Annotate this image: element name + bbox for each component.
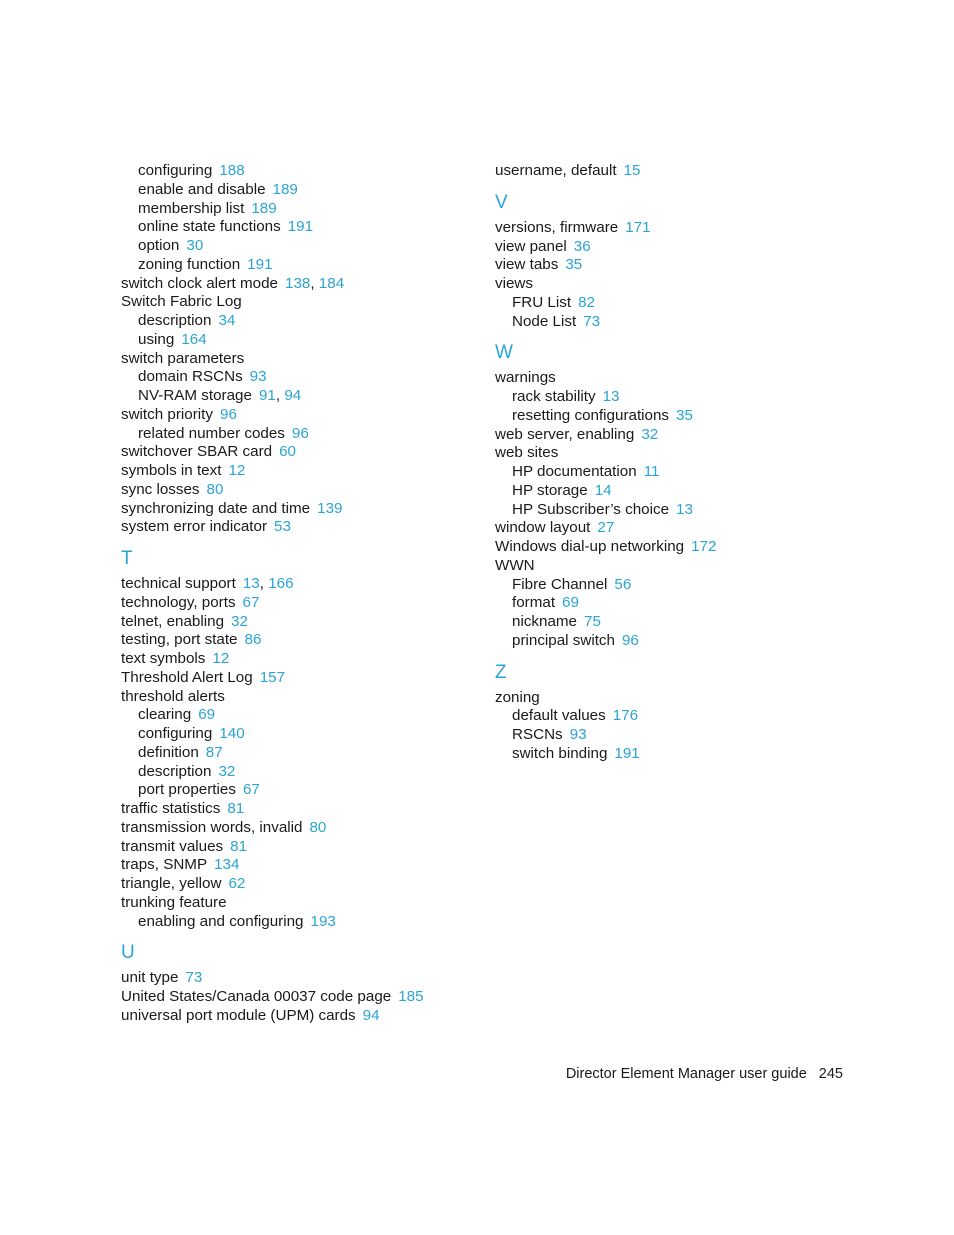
index-entry: [121, 856, 471, 875]
index-term: nickname: [512, 613, 577, 630]
index-entry: [121, 500, 471, 519]
page-link[interactable]: , 184: [310, 275, 344, 292]
index-term: switch parameters: [121, 349, 245, 367]
page-references: [243, 594, 260, 611]
index-subentry: [495, 594, 825, 613]
index-term: enable and disable: [138, 180, 266, 198]
page-references: [614, 745, 639, 762]
page-references: [219, 725, 244, 742]
section-letter-t: T: [121, 548, 133, 569]
page-references: [206, 744, 223, 761]
index-term: related number codes: [138, 424, 285, 442]
page-link[interactable]: 69: [198, 706, 216, 724]
index-entry: [495, 256, 825, 275]
page-link[interactable]: 80: [206, 480, 224, 498]
page-references: [274, 518, 291, 535]
page-references: [259, 387, 301, 404]
index-term: warnings: [495, 369, 556, 387]
page-link[interactable]: 94: [362, 1006, 380, 1024]
index-term: telnet, enabling: [121, 612, 225, 630]
page-link[interactable]: 81: [230, 837, 248, 855]
page-link[interactable]: 11: [643, 463, 660, 480]
page-link[interactable]: 67: [242, 781, 260, 799]
page-references: [603, 388, 620, 405]
page-link[interactable]: 35: [565, 256, 583, 274]
page-references: [676, 501, 693, 518]
page-link[interactable]: 32: [218, 762, 236, 780]
index-subentry: [495, 576, 825, 595]
page-references: [207, 481, 224, 498]
page-footer: [566, 1066, 843, 1082]
index-term: definition: [138, 743, 199, 761]
index-term: system error indicator: [121, 518, 268, 536]
index-term: domain RSCNs: [138, 368, 243, 386]
page-link[interactable]: 157: [259, 668, 286, 686]
index-entry: [121, 800, 471, 819]
index-term: switch priority: [121, 405, 213, 423]
page-references: [218, 763, 235, 780]
page-references: [562, 594, 579, 611]
index-entry: [121, 988, 471, 1007]
page-link[interactable]: , 94: [276, 387, 301, 404]
index-term: rack stability: [512, 388, 596, 405]
index-entry: [121, 406, 471, 425]
page-link[interactable]: 67: [242, 593, 260, 611]
footer-page-number: 245: [818, 1066, 843, 1082]
page-link[interactable]: 36: [573, 237, 591, 255]
page-link[interactable]: 176: [612, 707, 639, 725]
index-term: enabling and configuring: [138, 912, 304, 930]
index-entry: [121, 631, 471, 650]
index-term: unit type: [121, 969, 179, 987]
index-subentry: [121, 425, 471, 444]
page-references: [198, 706, 215, 723]
index-entry: [495, 369, 825, 388]
page-references: [317, 500, 342, 517]
page-link[interactable]: 13: [242, 575, 260, 592]
index-entry: [121, 613, 471, 632]
page-link[interactable]: 86: [244, 631, 262, 649]
index-term: switch binding: [512, 744, 608, 762]
page-references: [625, 219, 650, 236]
index-subentry: [121, 387, 471, 406]
index-entry: [495, 444, 825, 463]
page-link[interactable]: 32: [641, 425, 659, 443]
index-term: universal port module (UPM) cards: [121, 1006, 356, 1024]
index-term: principal switch: [512, 631, 615, 649]
index-term: United States/Canada 00037 code page: [121, 988, 392, 1005]
page-link[interactable]: 189: [272, 180, 298, 198]
page-references: [676, 407, 693, 424]
page-link[interactable]: 34: [218, 312, 236, 329]
index-subentry: [495, 745, 825, 764]
footer-title: Director Element Manager user guide: [565, 1066, 807, 1082]
page-link[interactable]: 14: [594, 481, 612, 499]
index-term: option: [138, 237, 180, 254]
page-link[interactable]: 32: [231, 612, 248, 630]
index-term: Switch Fabric Log: [121, 293, 242, 311]
index-entry: [121, 894, 471, 913]
page-references: [583, 313, 600, 330]
page-references: [622, 632, 639, 649]
index-subentry: [121, 744, 471, 763]
page-link[interactable]: 185: [398, 988, 424, 1005]
page-references: [578, 294, 595, 311]
index-term: configuring: [138, 725, 213, 742]
index-entry: [495, 219, 825, 238]
index-term: synchronizing date and time: [121, 499, 311, 517]
index-term: transmit values: [121, 837, 224, 855]
page-link[interactable]: 75: [584, 613, 601, 630]
index-entry: [121, 688, 471, 707]
page-references: [228, 875, 245, 892]
page-link[interactable]: 134: [214, 856, 240, 874]
index-subentry: [495, 613, 825, 632]
section-letter-v: V: [495, 191, 508, 213]
index-subentry: [495, 294, 825, 313]
page-link[interactable]: 139: [317, 499, 343, 517]
page-link[interactable]: 93: [249, 368, 267, 386]
index-subentry: [121, 368, 471, 387]
index-term: transmission words, invalid: [121, 818, 303, 836]
index-entry: [121, 575, 471, 594]
page-link[interactable]: 80: [309, 818, 327, 836]
page-references: [243, 575, 294, 592]
index-subentry: [121, 763, 471, 782]
page-link[interactable]: 140: [219, 725, 245, 742]
page-references: [570, 726, 587, 743]
index-term: description: [138, 312, 212, 329]
index-term: description: [138, 762, 212, 780]
index-term: views: [495, 275, 533, 292]
index-entry: [495, 538, 825, 557]
index-term: FRU List: [512, 293, 572, 311]
index-term: switchover SBAR card: [121, 443, 273, 461]
page-references: [212, 650, 229, 667]
page-link[interactable]: 138: [285, 274, 311, 292]
index-term: WWN: [495, 556, 535, 574]
page-link[interactable]: 191: [614, 744, 640, 762]
index-term: configuring: [138, 162, 213, 179]
index-term: switch clock alert mode: [121, 274, 278, 292]
index-entry: [495, 426, 825, 445]
page-references: [243, 781, 260, 798]
page-link[interactable]: 53: [274, 518, 291, 536]
index-term: versions, firmware: [495, 218, 619, 236]
index-term: HP documentation: [512, 463, 637, 480]
page-references: [624, 162, 641, 179]
index-subentry: [121, 200, 471, 219]
page-references: [565, 256, 582, 273]
page-link[interactable]: 96: [291, 424, 309, 442]
index-subentry: [495, 388, 825, 407]
page-references: [311, 913, 336, 930]
index-entry: [121, 669, 471, 688]
index-subentry: [495, 407, 825, 426]
index-subentry: [495, 707, 825, 726]
page-references: [273, 181, 298, 198]
index-subentry: [121, 706, 471, 725]
index-term: clearing: [138, 706, 192, 724]
index-term: format: [512, 594, 556, 612]
index-entry: [121, 594, 471, 613]
page-link[interactable]: 164: [181, 330, 207, 348]
index-subentry: [121, 331, 471, 350]
page-references: [691, 538, 716, 555]
page-references: [218, 312, 235, 329]
page-link[interactable]: 193: [310, 912, 336, 930]
index-entry: [495, 557, 825, 576]
index-subentry: [495, 482, 825, 501]
page-link[interactable]: 191: [287, 218, 314, 236]
index-term: zoning: [495, 688, 540, 706]
index-term: HP Subscriber’s choice: [512, 500, 670, 518]
page-references: [219, 162, 244, 179]
index-column-right: [495, 162, 825, 764]
index-entry: [495, 162, 825, 181]
index-subentry: [121, 181, 471, 200]
page-link[interactable]: 93: [569, 726, 587, 743]
page-link[interactable]: 30: [186, 237, 204, 254]
index-term: resetting configurations: [512, 406, 670, 424]
page-link[interactable]: 96: [220, 405, 237, 423]
index-term: using: [138, 330, 175, 348]
index-subentry: [121, 725, 471, 744]
index-column-left: [121, 162, 471, 1026]
index-term: web sites: [495, 444, 559, 462]
index-entry: [121, 1007, 471, 1026]
index-term: window layout: [495, 519, 591, 537]
page-references: [363, 1007, 380, 1024]
index-subentry: [495, 313, 825, 332]
page-references: [245, 631, 262, 648]
page-references: [231, 613, 248, 630]
page-references: [584, 613, 601, 630]
page-references: [614, 576, 631, 593]
index-entry: [121, 875, 471, 894]
page-link[interactable]: 96: [621, 631, 639, 649]
page-references: [398, 988, 423, 1005]
page-link[interactable]: 60: [279, 443, 296, 461]
page-link[interactable]: 12: [228, 462, 246, 479]
page-link[interactable]: 15: [623, 162, 641, 179]
index-term: trunking feature: [121, 893, 227, 911]
index-entry: [121, 443, 471, 462]
page-references: [288, 218, 313, 235]
index-term: Node List: [512, 312, 577, 330]
page-references: [279, 443, 296, 460]
index-entry: [495, 238, 825, 257]
page-references: [230, 838, 247, 855]
index-subentry: [121, 256, 471, 275]
index-entry: [495, 689, 825, 708]
page-references: [595, 482, 612, 499]
page-references: [247, 256, 272, 273]
page-link[interactable]: 13: [676, 500, 693, 518]
page-link[interactable]: 189: [251, 199, 277, 217]
page-link[interactable]: 13: [602, 388, 620, 405]
index-entry: [121, 518, 471, 537]
section-letter-w: W: [495, 342, 513, 364]
page-references: [597, 519, 614, 536]
index-term: port properties: [138, 781, 236, 799]
index-subentry: [121, 312, 471, 331]
index-subentry: [121, 237, 471, 256]
page-link[interactable]: 191: [247, 255, 273, 273]
index-term: triangle, yellow: [121, 875, 222, 892]
page-link[interactable]: 82: [578, 293, 595, 311]
page-references: [613, 707, 638, 724]
index-term: technical support: [121, 575, 236, 592]
index-term: web server, enabling: [495, 425, 635, 443]
index-term: traffic statistics: [121, 800, 221, 817]
index-term: Windows dial-up networking: [495, 538, 685, 555]
page-references: [644, 463, 660, 480]
index-entry: [121, 650, 471, 669]
index-term: online state functions: [138, 218, 281, 236]
page-references: [292, 425, 309, 442]
index-term: technology, ports: [121, 593, 236, 611]
page-link[interactable]: 87: [205, 743, 223, 761]
index-term: Fibre Channel: [512, 575, 608, 593]
page-link[interactable]: 73: [185, 969, 203, 987]
index-term: default values: [512, 707, 606, 725]
index-entry: [121, 293, 471, 312]
index-term: membership list: [138, 199, 245, 217]
page-link[interactable]: 27: [597, 519, 615, 537]
page-references: [574, 238, 591, 255]
index-entry: [495, 519, 825, 538]
index-subentry: [121, 913, 471, 932]
page-references: [309, 819, 326, 836]
page-link[interactable]: 172: [691, 538, 717, 555]
index-term: traps, SNMP: [121, 856, 208, 874]
page-references: [251, 200, 276, 217]
page-references: [641, 426, 658, 443]
page-link[interactable]: , 166: [260, 575, 294, 592]
page-references: [186, 237, 203, 254]
index-term: zoning function: [138, 255, 241, 273]
page-references: [181, 331, 206, 348]
index-subentry: [495, 501, 825, 520]
index-subentry: [495, 463, 825, 482]
page-references: [228, 462, 245, 479]
page-references: [185, 969, 202, 986]
index-term: view panel: [495, 237, 567, 255]
index-entry: [121, 462, 471, 481]
page-references: [285, 275, 344, 292]
index-term: NV-RAM storage: [138, 387, 252, 404]
index-term: text symbols: [121, 650, 206, 667]
section-letter-z: Z: [495, 661, 507, 683]
page-link[interactable]: 56: [614, 575, 632, 593]
index-entry: [121, 481, 471, 500]
section-letter-u: U: [121, 942, 135, 964]
index-subentry: [495, 726, 825, 745]
index-subentry: [495, 632, 825, 651]
index-entry: [121, 819, 471, 838]
index-entry: [495, 275, 825, 294]
index-entry: [121, 275, 471, 294]
index-term: symbols in text: [121, 462, 222, 479]
page-link[interactable]: 69: [562, 594, 579, 612]
index-term: sync losses: [121, 480, 200, 498]
page-references: [227, 800, 244, 817]
index-entry: [121, 838, 471, 857]
page-references: [220, 406, 237, 423]
page-references: [260, 669, 285, 686]
index-term: HP storage: [512, 481, 588, 499]
index-subentry: [121, 781, 471, 800]
index-subentry: [121, 218, 471, 237]
page-link[interactable]: 188: [219, 162, 245, 179]
page-link[interactable]: 91: [258, 387, 276, 404]
page-link[interactable]: 81: [227, 800, 245, 817]
page-link[interactable]: 12: [212, 650, 230, 667]
page-link[interactable]: 171: [625, 218, 651, 236]
index-term: RSCNs: [512, 726, 563, 743]
page-link[interactable]: 73: [583, 312, 601, 330]
index-term: view tabs: [495, 256, 559, 274]
index-subentry: [121, 162, 471, 181]
index-entry: [121, 969, 471, 988]
page-references: [214, 856, 239, 873]
index-term: Threshold Alert Log: [121, 668, 253, 686]
index-term: testing, port state: [121, 631, 238, 649]
page-link[interactable]: 35: [676, 406, 693, 424]
index-term: username, default: [495, 162, 617, 179]
page-references: [250, 368, 267, 385]
index-entry: [121, 350, 471, 369]
index-term: threshold alerts: [121, 687, 225, 705]
page-link[interactable]: 62: [228, 875, 246, 892]
